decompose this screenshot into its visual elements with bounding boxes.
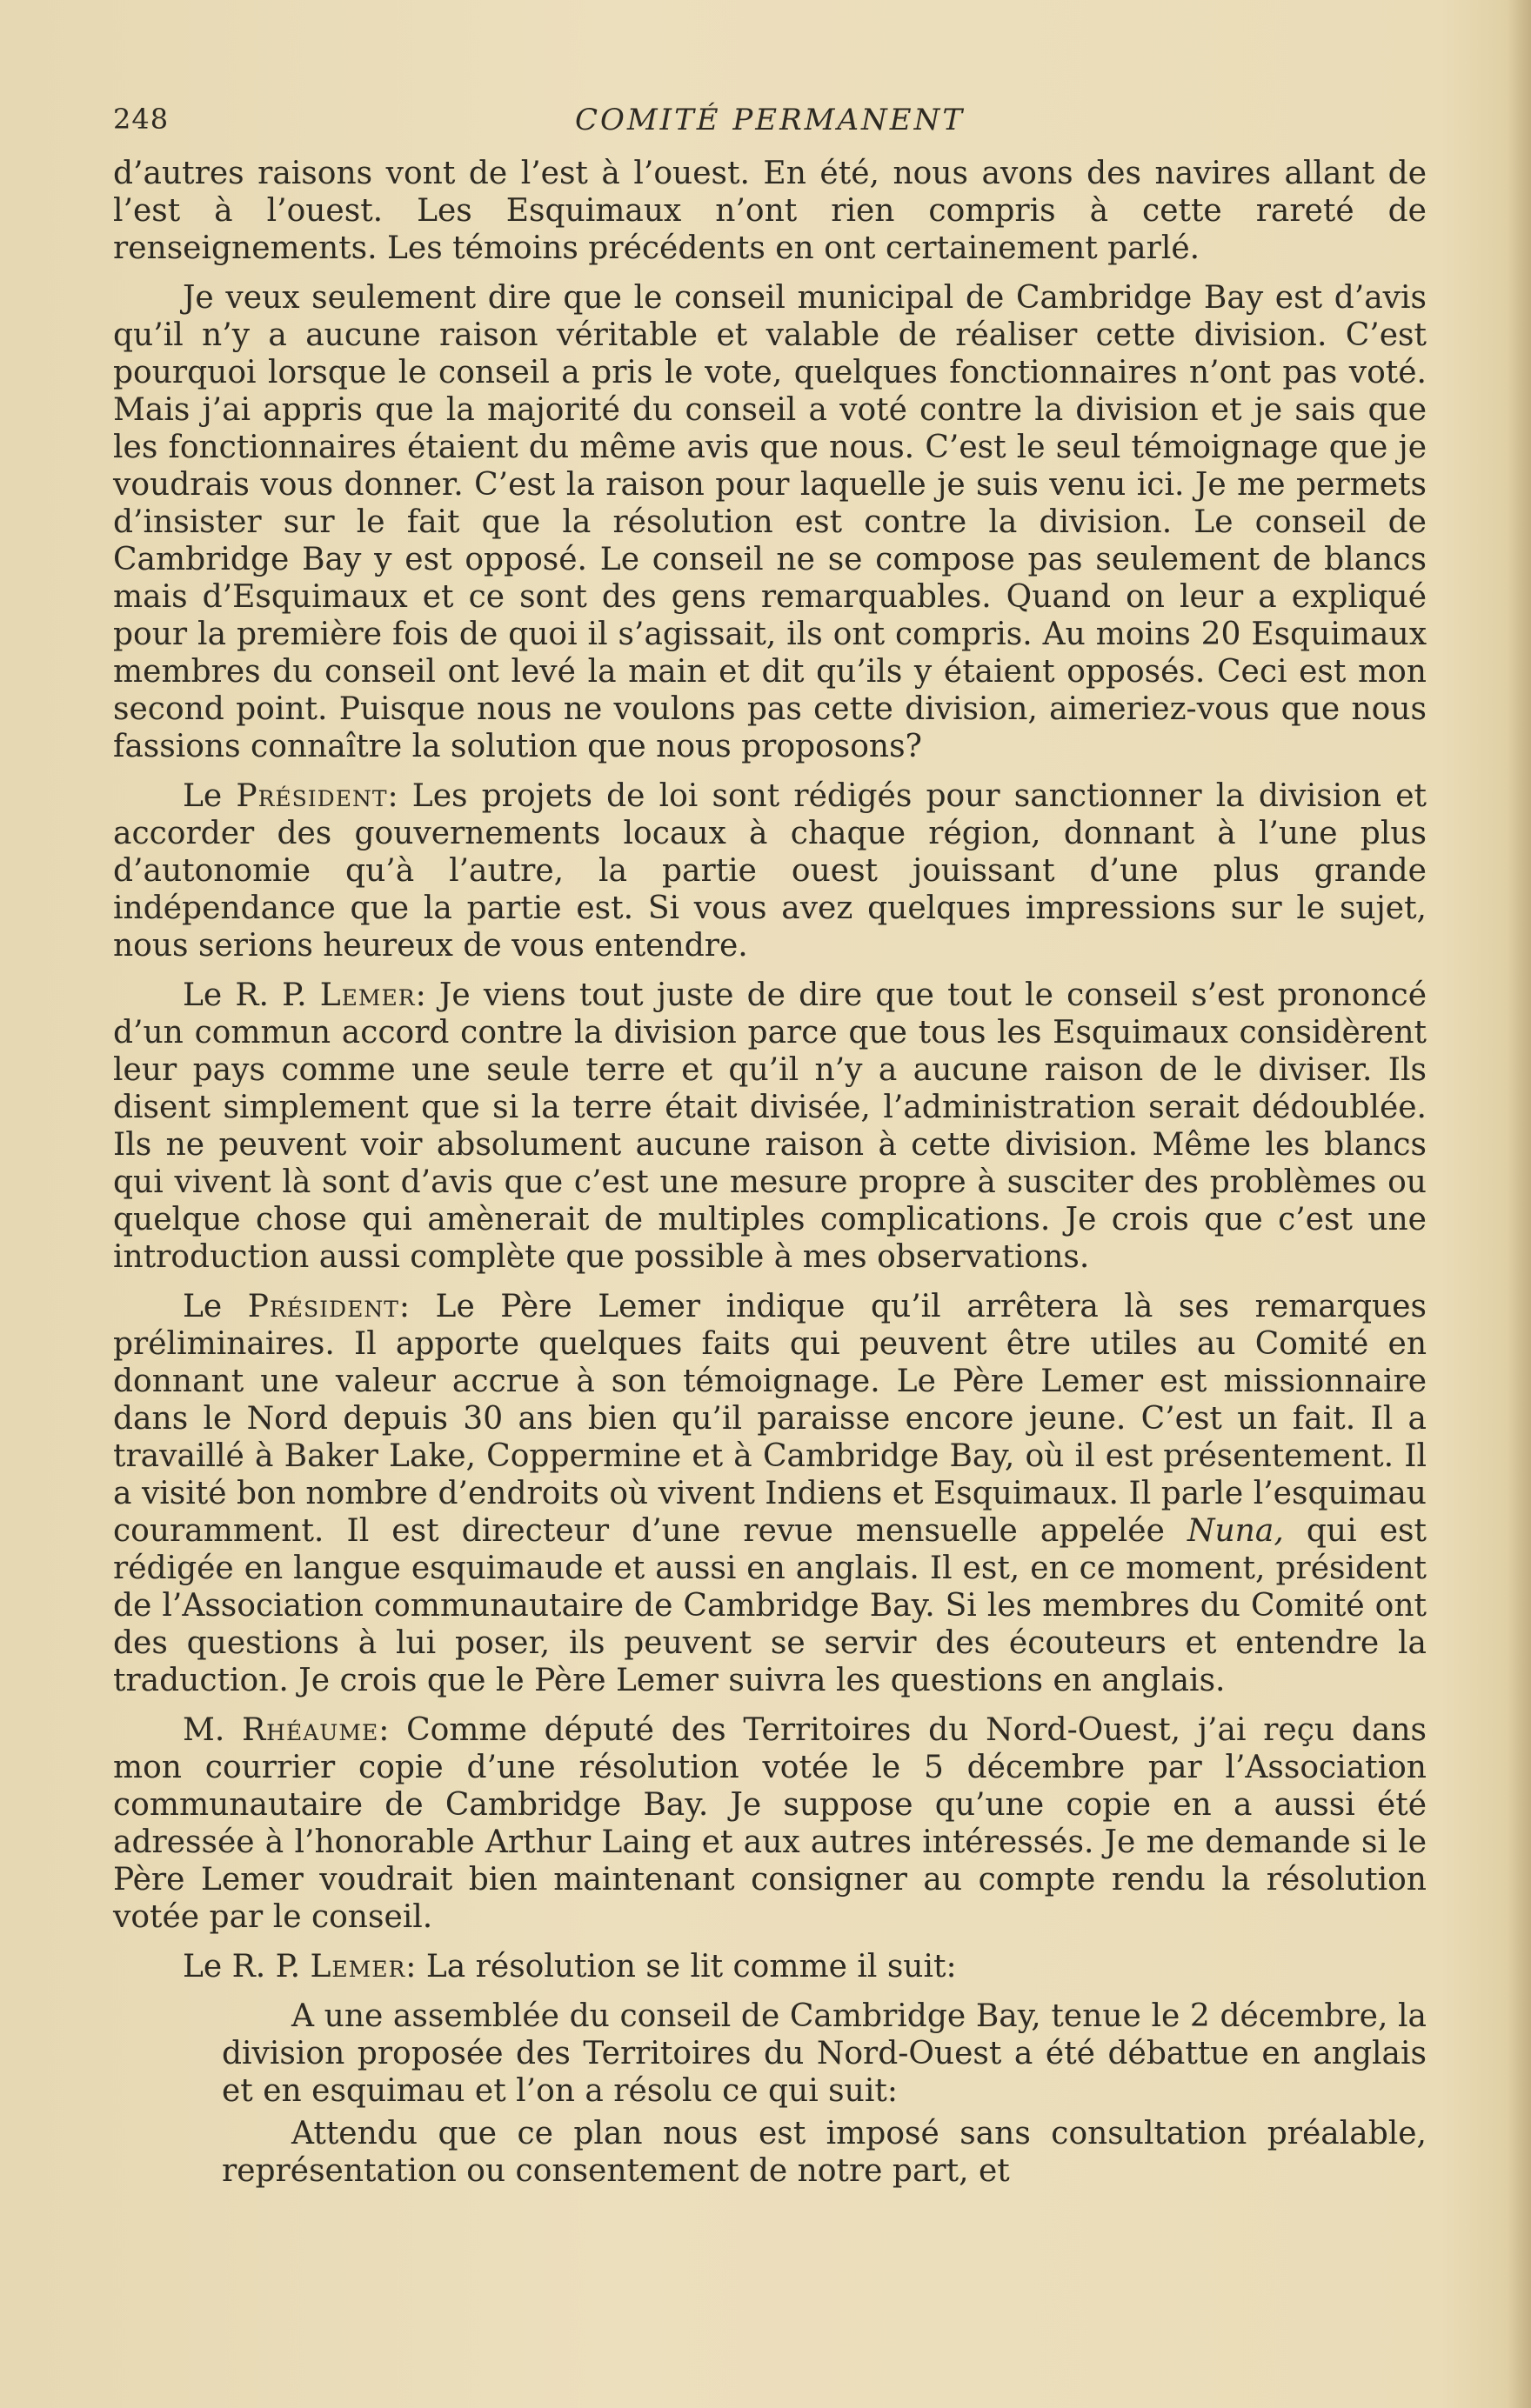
paragraph-text: : Comme député des Territoires du Nord-Ouest, j’ai reçu dans mon courrier copie d’une résolution votée le 5 décembre par l’Association communautaire de Cambridge Bay. Je suppose qu’une copie en a aussi été adressée à l’honorable Arthur Laing et aux autres intéressés. Je me demande si le Père Lemer voudrait bien maintenant consigner au compte rendu la résolution votée par le conseil. (113, 1712, 1427, 1935)
speaker-name: Président (247, 1289, 399, 1324)
paragraph (113, 279, 1427, 765)
running-title: COMITÉ PERMANENT (574, 103, 966, 137)
speaker-prefix: Le (183, 1289, 248, 1324)
speaker-prefix: Le (183, 778, 237, 814)
paragraph (113, 977, 1427, 1276)
paragraph-text: : Je viens tout juste de dire que tout le conseil s’est prononcé d’un commun accord contre la division parce que tous les Esquimaux considèrent leur pays comme une seule terre et qu’il n’y a aucune raison de le diviser. Ils disent simplement que si la terre était divisée, l’administration serait dédoublée. Ils ne peuvent voir absolument aucune raison à cette division. Même les blancs qui vivent là sont d’avis que c’est une mesure propre à susciter des problèmes ou quelque chose qui amènerait de multiples complications. Je crois que c’est une introduction aussi complète que possible à mes observations. (113, 977, 1427, 1275)
paragraph (113, 1288, 1427, 1699)
paragraph (113, 777, 1427, 964)
body-text (113, 155, 1427, 2190)
paragraph-text: d’autres raisons vont de l’est à l’ouest. En été, nous avons des navires allant de l’est à l’ouest. Les Esquimaux n’ont rien compris à cette rareté de renseignements. Les témoins précédents en ont certainement parlé. (113, 156, 1427, 266)
page-number: 248 (113, 103, 170, 136)
speaker-prefix: Le R. P. (183, 1949, 311, 1984)
speaker-name: Lemer (319, 977, 416, 1013)
quoted-resolution: A une assemblée du conseil de Cambridge Bay, tenue le 2 décembre, la division proposée des Territoires du Nord-Ouest a été débattue en anglais et en esquimau et l’on a résolu ce qui suit: (222, 1998, 1427, 2109)
paragraph (113, 155, 1427, 267)
quoted-resolution: Attendu que ce plan nous est imposé sans consultation préalable, représentation ou consentement de notre part, et (222, 2116, 1427, 2189)
paragraph-text-continued: qui est rédigée en langue esquimaude et aussi en anglais. Il est, en ce moment, président de l’Association communautaire de Cambridge Bay. Si les membres du Comité ont des questions à lui poser, ils peuvent se servir des écouteurs et entendre la traduction. Je crois que le Père Lemer suivra les questions en anglais. (113, 1513, 1427, 1698)
speaker-name: Rhéaume (242, 1712, 379, 1748)
paragraph-text: : Le Père Lemer indique qu’il arrêtera là ses remarques préliminaires. Il apporte quelques faits qui peuvent être utiles au Comité en donnant une valeur accrue à son témoignage. Le Père Lemer est missionnaire dans le Nord depuis 30 ans bien qu’il paraisse encore jeune. C’est un fait. Il a travaillé à Baker Lake, Coppermine et à Cambridge Bay, où il est présentement. Il a visité bon nombre d’endroits où vivent Indiens et Esquimaux. Il parle l’esquimau couramment. Il est directeur d’une revue mensuelle appelée (113, 1289, 1427, 1549)
speaker-prefix: M. (183, 1712, 243, 1748)
paragraph (113, 1711, 1427, 1936)
paragraph-text: : Les projets de loi sont rédigés pour sanctionner la division et accorder des gouvernements locaux à chaque région, donnant à l’une plus d’autonomie qu’à l’autre, la partie ouest jouissant d’une plus grande indépendance que la partie est. Si vous avez quelques impressions sur le sujet, nous serions heureux de vous entendre. (113, 778, 1427, 964)
speaker-name: Président (236, 778, 388, 814)
paragraph-text: Je veux seulement dire que le conseil municipal de Cambridge Bay est d’avis qu’il n’y a aucune raison véritable et valable de réaliser cette division. C’est pourquoi lorsque le conseil a pris le vote, quelques fonctionnaires n’ont pas voté. Mais j’ai appris que la majorité du conseil a voté contre la division et je sais que les fonctionnaires étaient du même avis que nous. C’est le seul témoignage que je voudrais vous donner. C’est la raison pour laquelle je suis venu ici. Je me permets d’insister sur le fait que la résolution est contre la division. Le conseil de Cambridge Bay y est opposé. Le conseil ne se compose pas seulement de blancs mais d’Esquimaux et ce sont des gens remarquables. Quand on leur a expliqué pour la première fois de quoi il s’agissait, ils ont compris. Au moins 20 Esquimaux membres du conseil ont levé la main et dit qu’ils y étaient opposés. Ceci est mon second point. Puisque nous ne voulons pas cette division, aimeriez-vous que nous fassions connaître la solution que nous proposons? (113, 280, 1427, 764)
speaker-name: Lemer (310, 1949, 406, 1984)
paragraph (113, 1948, 1427, 1985)
paragraph-text: : La résolution se lit comme il suit: (405, 1949, 957, 1984)
speaker-prefix: Le R. P. (183, 977, 320, 1013)
page-header (113, 103, 1427, 155)
publication-title: Nuna, (1187, 1513, 1284, 1549)
